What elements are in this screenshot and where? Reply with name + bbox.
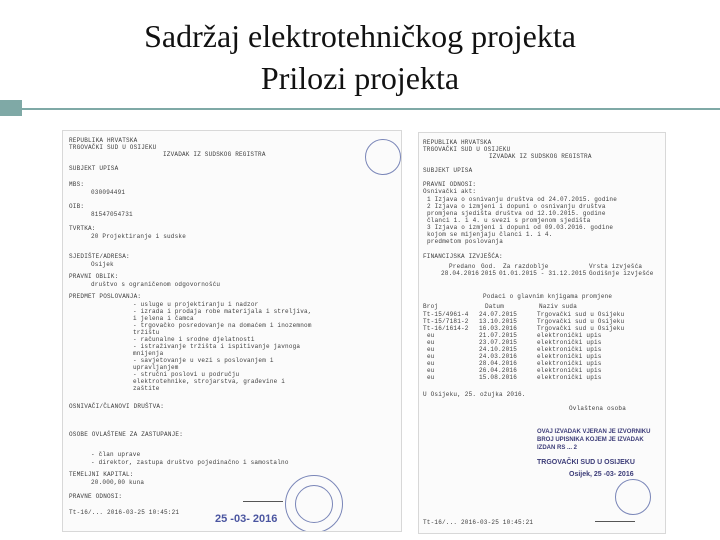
log-cell: 23.07.2015: [479, 339, 518, 346]
field-label: TVRTKA:: [69, 225, 96, 232]
round-seal-icon: [365, 139, 401, 175]
log-col-header: Broj: [423, 303, 439, 310]
legal-line: promjena sjedišta društva od 12.10.2015. godine: [427, 210, 606, 217]
field-label: PRAVNI OBLIK:: [69, 273, 119, 280]
footer-ref: Tt-16/... 2016-03-25 10:45:21: [423, 519, 534, 526]
section-header: SUBJEKT UPISA: [69, 165, 119, 172]
log-title: Podaci o glavnim knjigama promjene: [483, 293, 613, 300]
log-cell: 15.08.2016: [479, 374, 518, 381]
slide-title: Sadržaj elektrotehničkog projekta: [144, 18, 576, 54]
log-cell: Tt-16/1614-2: [423, 325, 469, 332]
log-cell: Trgovački sud u Osijeku: [537, 325, 625, 332]
doc-header-line: TRGOVAČKI SUD U OSIJEKU: [69, 144, 157, 151]
verification-stamp-line: TRGOVAČKI SUD U OSIJEKU: [537, 459, 635, 466]
verification-stamp-line: BROJ UPISNIKA KOJEM JE IZVADAK: [537, 437, 644, 443]
log-col-header: Naziv suda: [539, 303, 578, 310]
legal-line: 1 Izjava o osnivanju društva od 24.07.2015. godine: [427, 196, 618, 203]
fin-col-header: Vrsta izvješća: [589, 263, 643, 270]
legal-line: članci 1. i 4. u svezi s promjenom sjedišta: [427, 217, 591, 224]
log-cell: eu: [427, 332, 435, 339]
place-date: U Osijeku, 25. ožujka 2016.: [423, 391, 526, 398]
log-cell: Trgovački sud u Osijeku: [537, 318, 625, 325]
activity-line: - trgovačko posredovanje na domaćem i inozemnom: [133, 322, 312, 329]
activity-line: - istraživanje tržišta i ispitivanje javnoga: [133, 343, 301, 350]
signature-line: [243, 501, 283, 502]
capital-value: 20.000,00 kuna: [91, 479, 145, 486]
court-register-extract-page-2: [418, 132, 666, 534]
slide-subtitle: Prilozi projekta: [260, 60, 460, 96]
fin-col-header: Za razdoblje: [503, 263, 549, 270]
field-label: MBS:: [69, 181, 85, 188]
log-cell: eu: [427, 339, 435, 346]
fin-cell: 2015: [481, 270, 497, 277]
verification-stamp-line: IZDAN RS ... 2: [537, 445, 578, 451]
fin-col-header: Predano: [449, 263, 476, 270]
activity-line: upravljanjem: [133, 364, 179, 371]
log-cell: 13.10.2015: [479, 318, 518, 325]
log-cell: elektronički upis: [537, 332, 602, 339]
section-header: OSNIVAČI/ČLANOVI DRUŠTVA:: [69, 403, 165, 410]
log-col-header: Datum: [485, 303, 505, 310]
log-cell: 21.07.2015: [479, 332, 518, 339]
section-header: PRAVNE ODNOSI:: [69, 493, 123, 500]
log-cell: eu: [427, 353, 435, 360]
fin-cell: 28.04.2016: [441, 270, 480, 277]
field-label: SJEDIŠTE/ADRESA:: [69, 253, 130, 260]
log-cell: 24.07.2015: [479, 311, 518, 318]
legal-line: 3 Izjava o izmjeni i dopuni od 09.03.2016. godine: [427, 224, 614, 231]
rep-line: - član uprave: [91, 451, 141, 458]
doc-header-line: REPUBLIKA HRVATSKA: [69, 137, 138, 144]
footer-ref: Tt-16/... 2016-03-25 10:45:21: [69, 509, 180, 516]
log-cell: eu: [427, 346, 435, 353]
accent-line: [22, 108, 720, 110]
section-header: TEMELJNI KAPITAL:: [69, 471, 134, 478]
field-value: 81547054731: [91, 211, 133, 218]
log-cell: elektronički upis: [537, 346, 602, 353]
activity-line: - usluge u projektiranju i nadzor: [133, 301, 259, 308]
log-cell: 24.10.2015: [479, 346, 518, 353]
log-cell: elektronički upis: [537, 339, 602, 346]
activity-line: mnijenja: [133, 350, 164, 357]
verification-stamp-line: OVAJ IZVADAK VJERAN JE IZVORNIKU: [537, 429, 651, 435]
activity-line: - izrada i prodaja robe materijala i streljiva,: [133, 308, 312, 315]
log-cell: elektronički upis: [537, 367, 602, 374]
log-cell: 26.04.2016: [479, 367, 518, 374]
field-value: 20 Projektiranje i sudske: [91, 233, 187, 240]
signature-line: [595, 521, 635, 522]
section-header: PREDMET POSLOVANJA:: [69, 293, 142, 300]
activity-line: - računalne i srodne djelatnosti: [133, 336, 255, 343]
log-cell: eu: [427, 367, 435, 374]
activity-line: elektrotehnike, strojarstva, građevine i: [133, 378, 286, 385]
court-seal-inner-icon: [295, 485, 333, 523]
section-header: FINANCIJSKA IZVJEŠĆA:: [423, 253, 503, 260]
doc-title: IZVADAK IZ SUDSKOG REGISTRA: [489, 153, 592, 160]
field-value: društvo s ograničenom odgovornošću: [91, 281, 221, 288]
fin-cell: 01.01.2015 - 31.12.2015: [499, 270, 587, 277]
activity-line: i jelena i čamca: [133, 315, 194, 322]
section-header: PRAVNI ODNOSI:: [423, 181, 477, 188]
doc-header-line: TRGOVAČKI SUD U OSIJEKU: [423, 146, 511, 153]
activity-line: - stručni poslovi u području: [133, 371, 240, 378]
legal-line: kojom se mijenjaju članci 1. i 4.: [427, 231, 553, 238]
legal-line: predmetom poslovanja: [427, 238, 504, 245]
doc-header-line: REPUBLIKA HRVATSKA: [423, 139, 492, 146]
activity-line: zaštite: [133, 385, 160, 392]
activity-line: - savjetovanje u vezi s poslovanjem i: [133, 357, 274, 364]
field-value: 030094491: [91, 189, 126, 196]
signature-label: Ovlaštena osoba: [569, 405, 627, 412]
section-header: OSOBE OVLAŠTENE ZA ZASTUPANJE:: [69, 431, 184, 438]
fin-cell: Godišnje izvješće: [589, 270, 654, 277]
court-register-extract-page-1: [62, 130, 402, 532]
log-cell: Tt-15/4961-4: [423, 311, 469, 318]
log-cell: 16.03.2016: [479, 325, 518, 332]
log-cell: elektronički upis: [537, 360, 602, 367]
activity-line: tržištu: [133, 329, 160, 336]
log-cell: eu: [427, 360, 435, 367]
doc-title: IZVADAK IZ SUDSKOG REGISTRA: [163, 151, 266, 158]
log-cell: eu: [427, 374, 435, 381]
accent-square: [0, 100, 22, 116]
log-cell: elektronički upis: [537, 353, 602, 360]
rep-line: - direktor, zastupa društvo pojedinačno i samostalno: [91, 459, 289, 466]
log-cell: Tt-15/7181-2: [423, 318, 469, 325]
fin-col-header: God.: [481, 263, 497, 270]
verification-stamp-line: Osijek, 25 -03- 2016: [569, 471, 634, 478]
date-stamp: 25 -03- 2016: [215, 513, 278, 525]
legal-line: 2 Izjava o izmjeni i dopuni o osnivanju društva: [427, 203, 606, 210]
log-cell: Trgovački sud u Osijeku: [537, 311, 625, 318]
section-header: SUBJEKT UPISA: [423, 167, 473, 174]
log-cell: 24.03.2016: [479, 353, 518, 360]
field-label: OIB:: [69, 203, 85, 210]
court-seal-icon: [615, 479, 651, 515]
section-subheader: Osnivački akt:: [423, 188, 477, 195]
log-cell: elektronički upis: [537, 374, 602, 381]
log-cell: 28.04.2016: [479, 360, 518, 367]
field-value: Osijek: [91, 261, 114, 268]
